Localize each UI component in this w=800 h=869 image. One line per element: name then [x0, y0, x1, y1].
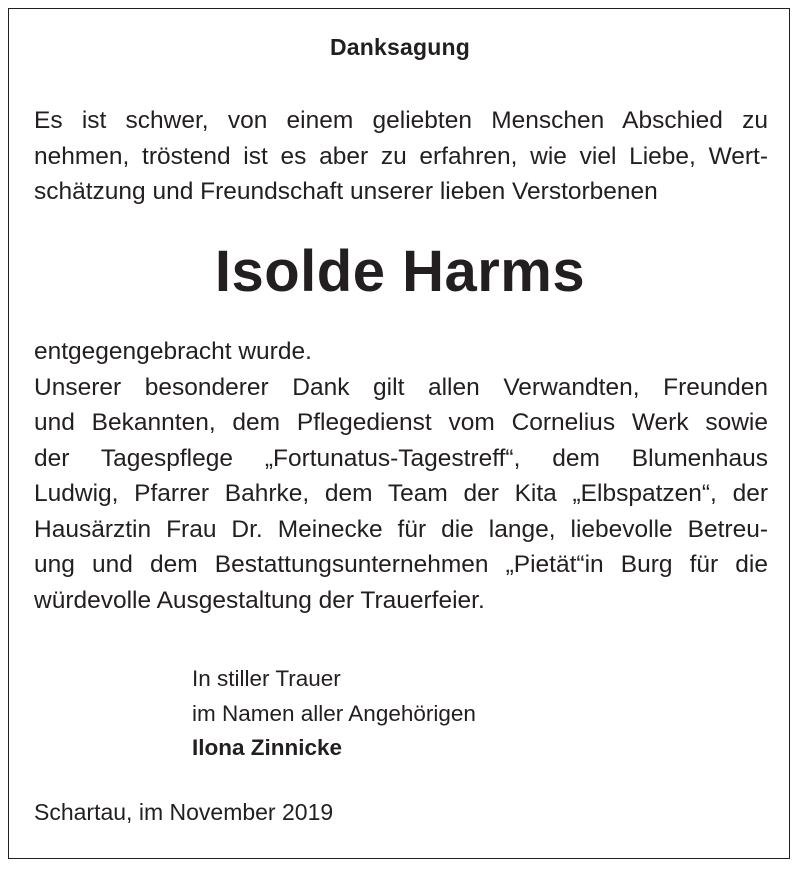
- closing-block: [192, 662, 476, 766]
- notice-heading: Danksagung: [329, 34, 471, 60]
- deceased-name: Isolde Harms: [214, 239, 586, 304]
- body-paragraph: [34, 334, 768, 618]
- place-date: Schartau, im November 2019: [34, 799, 334, 825]
- body-line: Hausärztin Frau Dr. Meinecke für die lange, liebevolle Betreu-: [34, 515, 768, 543]
- closing-line: In stiller Trauer: [192, 666, 341, 691]
- body-line: entgegengebracht wurde.: [34, 338, 312, 365]
- closing-line: im Namen aller Angehörigen: [192, 700, 476, 726]
- signer-name: Ilona Zinnicke: [192, 735, 343, 760]
- intro-line: nehmen, tröstend ist es aber zu erfahren, wie viel Liebe, Wert-: [34, 142, 768, 170]
- body-line: und Bekannten, dem Pflegedienst vom Cornelius Werk sowie: [34, 409, 768, 436]
- intro-line: Es ist schwer, von einem geliebten Menschen Abschied zu: [34, 107, 768, 134]
- intro-line: schätzung und Freundschaft unserer lieben Verstorbenen: [34, 178, 658, 205]
- body-line: Ludwig, Pfarrer Bahrke, dem Team der Kita „Elbspatzen“, der: [34, 480, 768, 507]
- body-line: ung und dem Bestattungsunternehmen „Pietät“in Burg für die: [34, 551, 768, 578]
- body-line: würdevolle Ausgestaltung der Trauerfeier.: [34, 586, 485, 614]
- intro-paragraph: [34, 103, 768, 210]
- body-line: der Tagespflege „Fortunatus-Tagestreff“, dem Blumenhaus: [34, 444, 768, 472]
- body-line: Unserer besonderer Dank gilt allen Verwandten, Freunden: [34, 373, 768, 401]
